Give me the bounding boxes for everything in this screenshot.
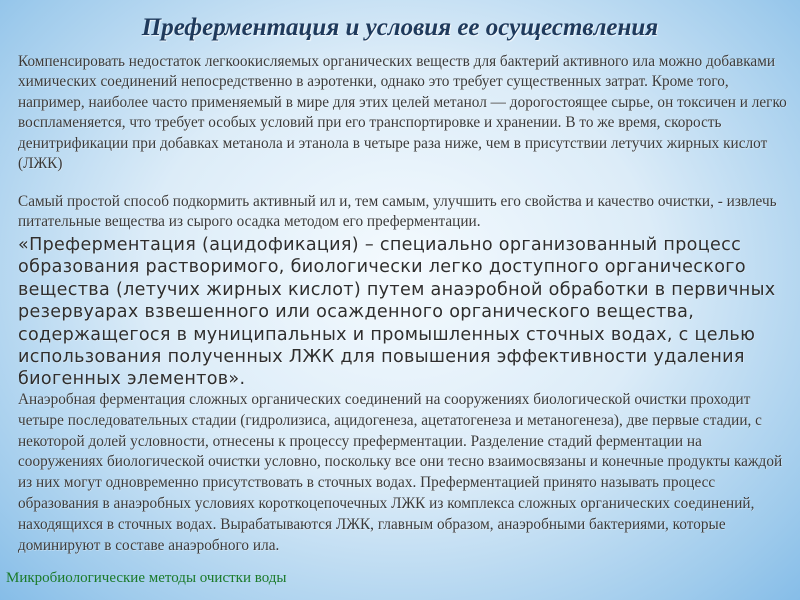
slide-footer: Микробиологические методы очистки воды	[6, 570, 287, 586]
paragraph-simple-method: Самый простой способ подкормить активный ил и, тем самым, улучшить его свойства и качество очистки, - извлечь питательные вещества из сырого осадка методом его преферментации.	[18, 193, 777, 231]
paragraph-intro: Компенсировать недостаток легкоокисляемых органических веществ для бактерий активного ила можно добавками химических соединений непосредственно в аэротенки, однако это требует существенных затрат. Кроме того, например, наиболее часто применяемый в мире для этих целей метанол — дорогостоящее сырье, он токсичен и легко воспламеняется, что требует особых условий при его транспортировке и хранении. В то же время, скорость денитрификации при добавках метанола и этанола в четыре раза ниже, чем в присутствии летучих жирных кислот (ЛЖК)	[18, 53, 787, 173]
paragraph-anaerobic-fermentation: Анаэробная ферментация сложных органических соединений на сооружениях биологической очистки проходит четыре последовательных стадии (гидролизиса, ацидогенеза, ацетатогенеза и метаногенеза), две первые стадии, с некоторой долей условности, отнесены к процессу преферментации. Разделение стадий ферментации на сооружениях биологической очистки условно, поскольку все они тесно взаимосвязаны и конечные продукты каждой из них могут одновременно присутствовать в сточных водах. Преферментацией принято называть процесс образования в анаэробных условиях короткоцепочечных ЛЖК из комплекса сложных органических соединений, находящихся в сточных водах. Вырабатываются ЛЖК, главным образом, анаэробными бактериями, которые доминируют в составе анаэробного ила.	[18, 391, 783, 554]
slide-title: Преферментация и условия ее осуществления	[141, 14, 659, 41]
paragraph-definition-quote: «Преферментация (ацидофикация) – специально организованный процесс образования растворимого, биологически легко доступного органического вещества (летучих жирных кислот) путем анаэробной обработки в первичных резервуарах взвешенного или осажденного органического вещества, содержащегося в муниципальных и промышленных сточных водах, с целью использования полученных ЛЖК для повышения эффективности удаления биогенных элементов».	[18, 235, 776, 390]
